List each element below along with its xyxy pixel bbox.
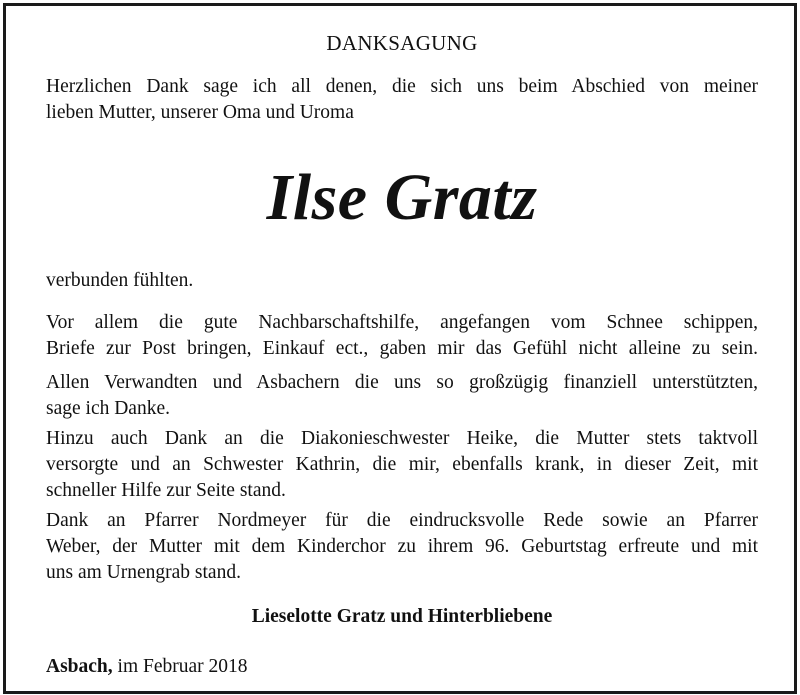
deceased-name: Ilse Gratz [266,161,538,234]
paragraph-line: Vor allem die gute Nachbarschaftshilfe, angefangen vom Schnee schippen, [46,312,758,333]
signature: Lieselotte Gratz und Hinterbliebene [251,606,553,627]
paragraph-line: sage ich Danke. [46,398,170,419]
place-date-text: im Februar 2018 [117,656,248,677]
paragraph-relatives [46,370,758,422]
place-town: Asbach, [46,656,113,677]
paragraph-line: versorgte und an Schwester Kathrin, die mir, ebenfalls krank, in dieser Zeit, mit [46,454,758,475]
paragraph-neighbours [46,310,758,362]
notice-heading: DANKSAGUNG [326,31,478,55]
paragraph-line: uns am Urnengrab stand. [46,562,241,583]
paragraph-nurses [46,426,758,504]
paragraph-line: Allen Verwandten und Asbachern die uns so großzügig finanziell unterstützten, [46,372,758,393]
paragraph-line: Weber, der Mutter mit dem Kinderchor zu ihrem 96. Geburtstag erfreute und mit [46,536,758,557]
paragraph-line: Briefe zur Post bringen, Einkauf ect., gaben mir das Gefühl nicht alleine zu sein. [46,338,758,359]
paragraph-line: Dank an Pfarrer Nordmeyer für die eindrucksvolle Rede sowie an Pfarrer [46,510,758,531]
paragraph-pastors [46,508,758,586]
intro-text [46,74,758,126]
intro-line: lieben Mutter, unserer Oma und Uroma [46,102,354,123]
place-date [46,654,758,680]
connected-line: verbunden fühlten. [46,270,194,291]
paragraph-line: schneller Hilfe zur Seite stand. [46,480,286,501]
connected-text [46,268,758,294]
notice-frame [3,3,797,694]
paragraph-line: Hinzu auch Dank an die Diakonieschwester Heike, die Mutter stets taktvoll [46,428,758,449]
intro-line: Herzlichen Dank sage ich all denen, die sich uns beim Abschied von meiner [46,76,758,97]
